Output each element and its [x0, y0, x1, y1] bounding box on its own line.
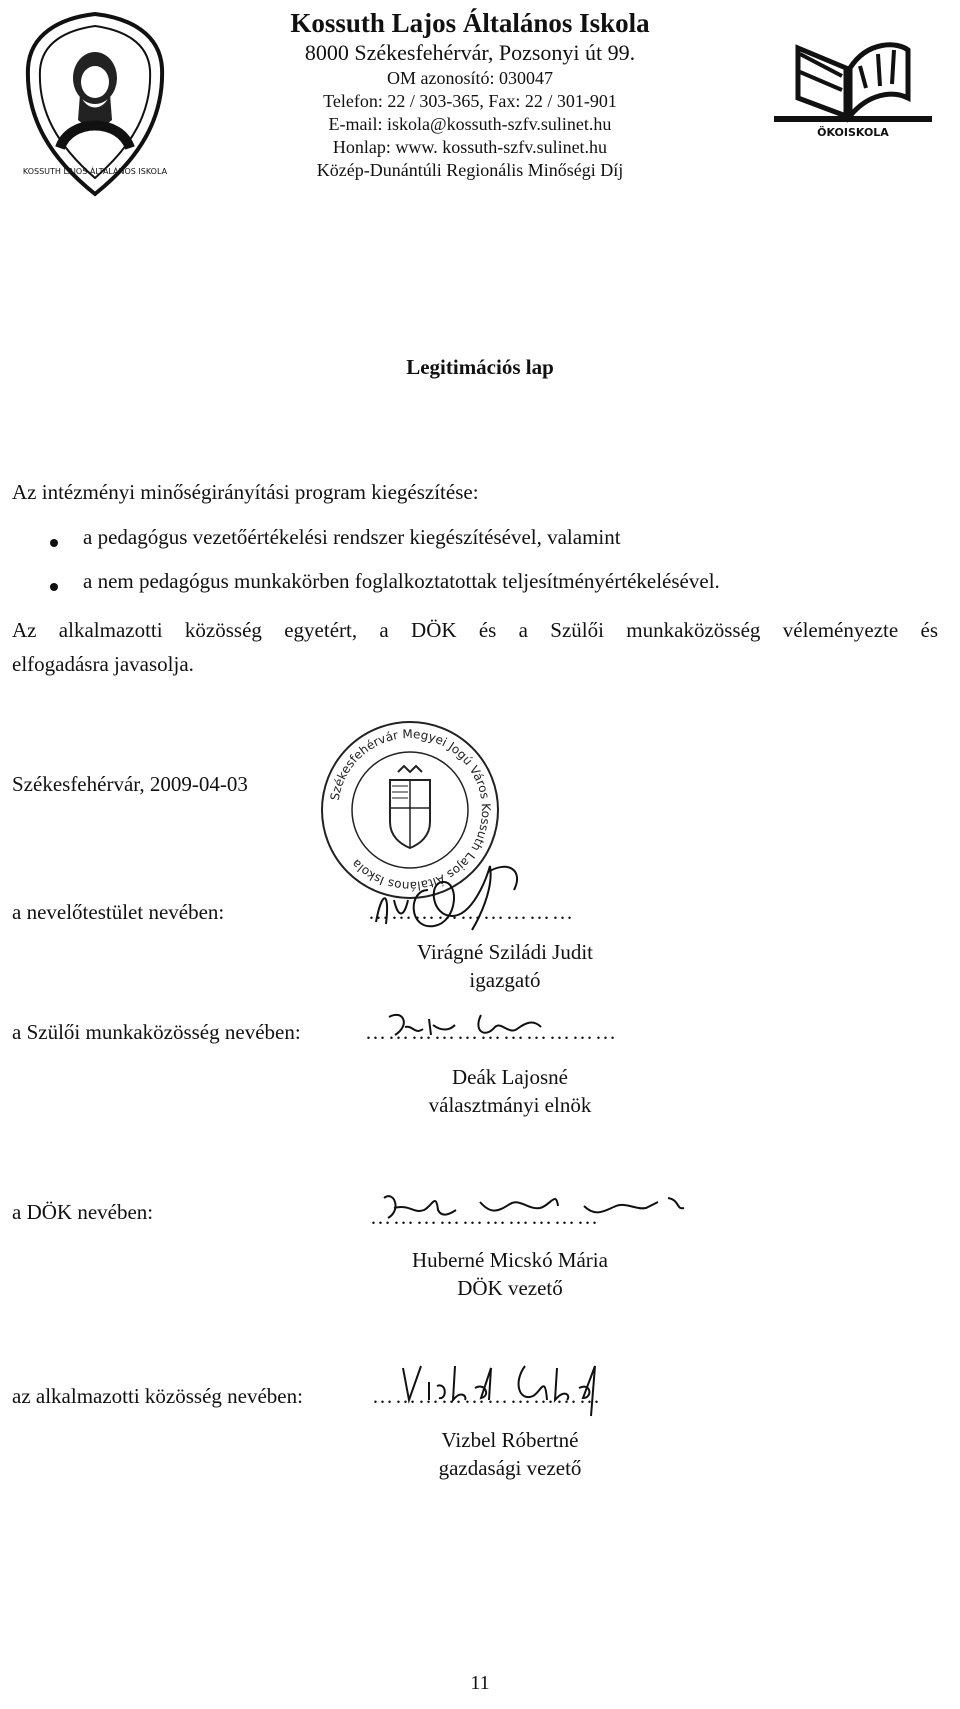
agreement-paragraph-line1: Az alkalmazotti közösség egyetért, a DÖK és a Szülői munkaközösség véleményezte és	[12, 618, 938, 642]
signatory-name: Virágné Sziládi Judit	[416, 940, 594, 964]
signatory-role-teachers: a nevelőtestület nevében:	[12, 900, 225, 924]
school-logo	[20, 8, 170, 200]
bullet-dot	[50, 539, 58, 547]
bullet-item: a nem pedagógus munkakörben foglalkoztatottak teljesítményértékelésével.	[83, 569, 720, 593]
award-line: Közép-Dunántúli Regionális Minőségi Díj	[316, 160, 624, 180]
phone-fax: Telefon: 22 / 303-365, Fax: 22 / 301-901	[323, 91, 617, 111]
signatory-role-student-council: a DÖK nevében:	[12, 1200, 154, 1224]
signatory-name: Vizbel Róbertné	[441, 1428, 579, 1452]
signatory-position: gazdasági vezető	[438, 1456, 582, 1480]
school-name: Kossuth Lajos Általános Iskola	[290, 8, 650, 38]
om-identifier: OM azonosító: 030047	[387, 68, 553, 88]
school-logo-text: KOSSUTH LAJOS ÁLTALÁNOS ISKOLA	[22, 167, 168, 176]
school-address: 8000 Székesfehérvár, Pozsonyi út 99.	[304, 40, 636, 65]
signature-line: …………………………	[372, 1384, 602, 1408]
website-line: Honlap: www. kossuth-szfv.sulinet.hu	[332, 137, 608, 157]
ecoschool-logo	[768, 28, 938, 140]
bullet-dot	[50, 583, 58, 591]
signature-line: …………………………	[370, 1205, 600, 1229]
signature-line: ……………………………	[365, 1020, 618, 1044]
signatory-position: választmányi elnök	[428, 1093, 592, 1117]
signatory-name: Deák Lajosné	[451, 1065, 569, 1089]
email-line: E-mail: iskola@kossuth-szfv.sulinet.hu	[328, 114, 612, 134]
stamp-text: Székesfehérvár Megyei Jogú Város Kossuth Lajos Általános Iskola	[327, 726, 494, 894]
ecoschool-logo-text: ÖKOISKOLA	[817, 126, 889, 139]
handwritten-signature	[380, 1180, 690, 1230]
agreement-paragraph-line2: elfogadásra javasolja.	[12, 652, 194, 676]
document-title: Legitimációs lap	[406, 355, 554, 379]
signatory-role-staff: az alkalmazotti közösség nevében:	[12, 1384, 303, 1408]
signatory-role-parents: a Szülői munkaközösség nevében:	[12, 1020, 301, 1044]
signatory-position: DÖK vezető	[457, 1276, 563, 1300]
handwritten-signature	[368, 860, 568, 940]
handwritten-signature	[395, 1360, 655, 1418]
signatory-position: igazgató	[469, 968, 541, 992]
place-date: Székesfehérvár, 2009-04-03	[12, 772, 248, 796]
bullet-item: a pedagógus vezetőértékelési rendszer kiegészítésével, valamint	[83, 525, 621, 549]
intro-text: Az intézményi minőségirányítási program kiegészítése:	[12, 480, 479, 504]
handwritten-signature	[385, 1005, 565, 1049]
page-number: 11	[470, 1672, 490, 1694]
signatory-name: Huberné Micskó Mária	[412, 1248, 608, 1272]
signature-line: ………………………	[368, 900, 575, 924]
